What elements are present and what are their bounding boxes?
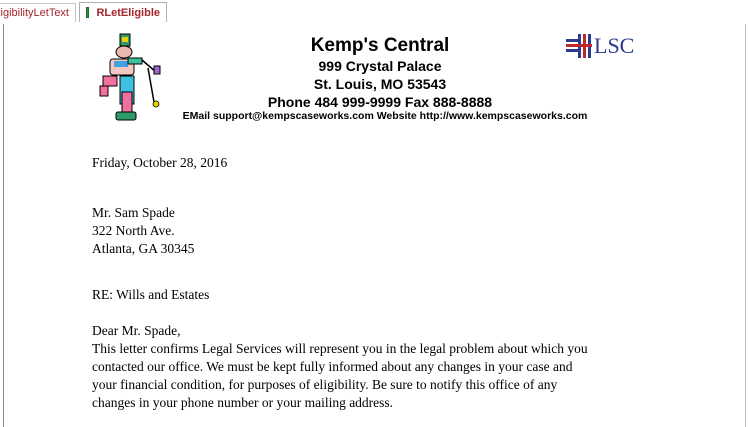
document-tab-bar — [0, 0, 750, 23]
recipient-name: Mr. Sam Spade — [92, 205, 175, 220]
lsc-logo-mark-icon — [566, 34, 592, 58]
report-right-border — [745, 24, 746, 427]
lsc-logo — [566, 33, 634, 59]
tab-label: igibilityLetText — [0, 7, 69, 19]
org-name: Kemp's Central — [310, 35, 450, 56]
recipient-street: 322 North Ave. — [92, 223, 175, 238]
body-line: This letter confirms Legal Services will represent you in the legal problem about which you — [92, 341, 588, 356]
body-line: contacted our office. We must be kept fully informed about any changes in your case and — [92, 359, 573, 374]
re-line: RE: Wills and Estates — [92, 287, 210, 302]
recipient-city-state-zip: Atlanta, GA 30345 — [92, 241, 195, 256]
body-line: your financial condition, for purposes of eligibility. Be sure to notify this office of any — [92, 377, 558, 392]
letter-date: Friday, October 28, 2016 — [92, 155, 228, 170]
tab-label: RLetEligible — [96, 6, 160, 19]
report-left-border — [3, 24, 4, 427]
report-icon — [86, 7, 89, 18]
org-phone-fax: Phone 484 999-9999 Fax 888-8888 — [267, 94, 493, 110]
org-address-line-1: 999 Crystal Palace — [318, 58, 442, 74]
tab-rlet-eligible[interactable] — [79, 2, 167, 22]
salutation: Dear Mr. Spade, — [92, 323, 181, 338]
org-address-line-2: St. Louis, MO 53543 — [313, 76, 447, 92]
tab-eligibility-let-text[interactable] — [0, 3, 76, 22]
org-email-website: EMail support@kempscaseworks.com Website http://www.kempscaseworks.com — [182, 110, 588, 122]
body-line: changes in your phone number or your mailing address. — [92, 395, 394, 410]
lsc-logo-text: LSC — [594, 33, 635, 58]
